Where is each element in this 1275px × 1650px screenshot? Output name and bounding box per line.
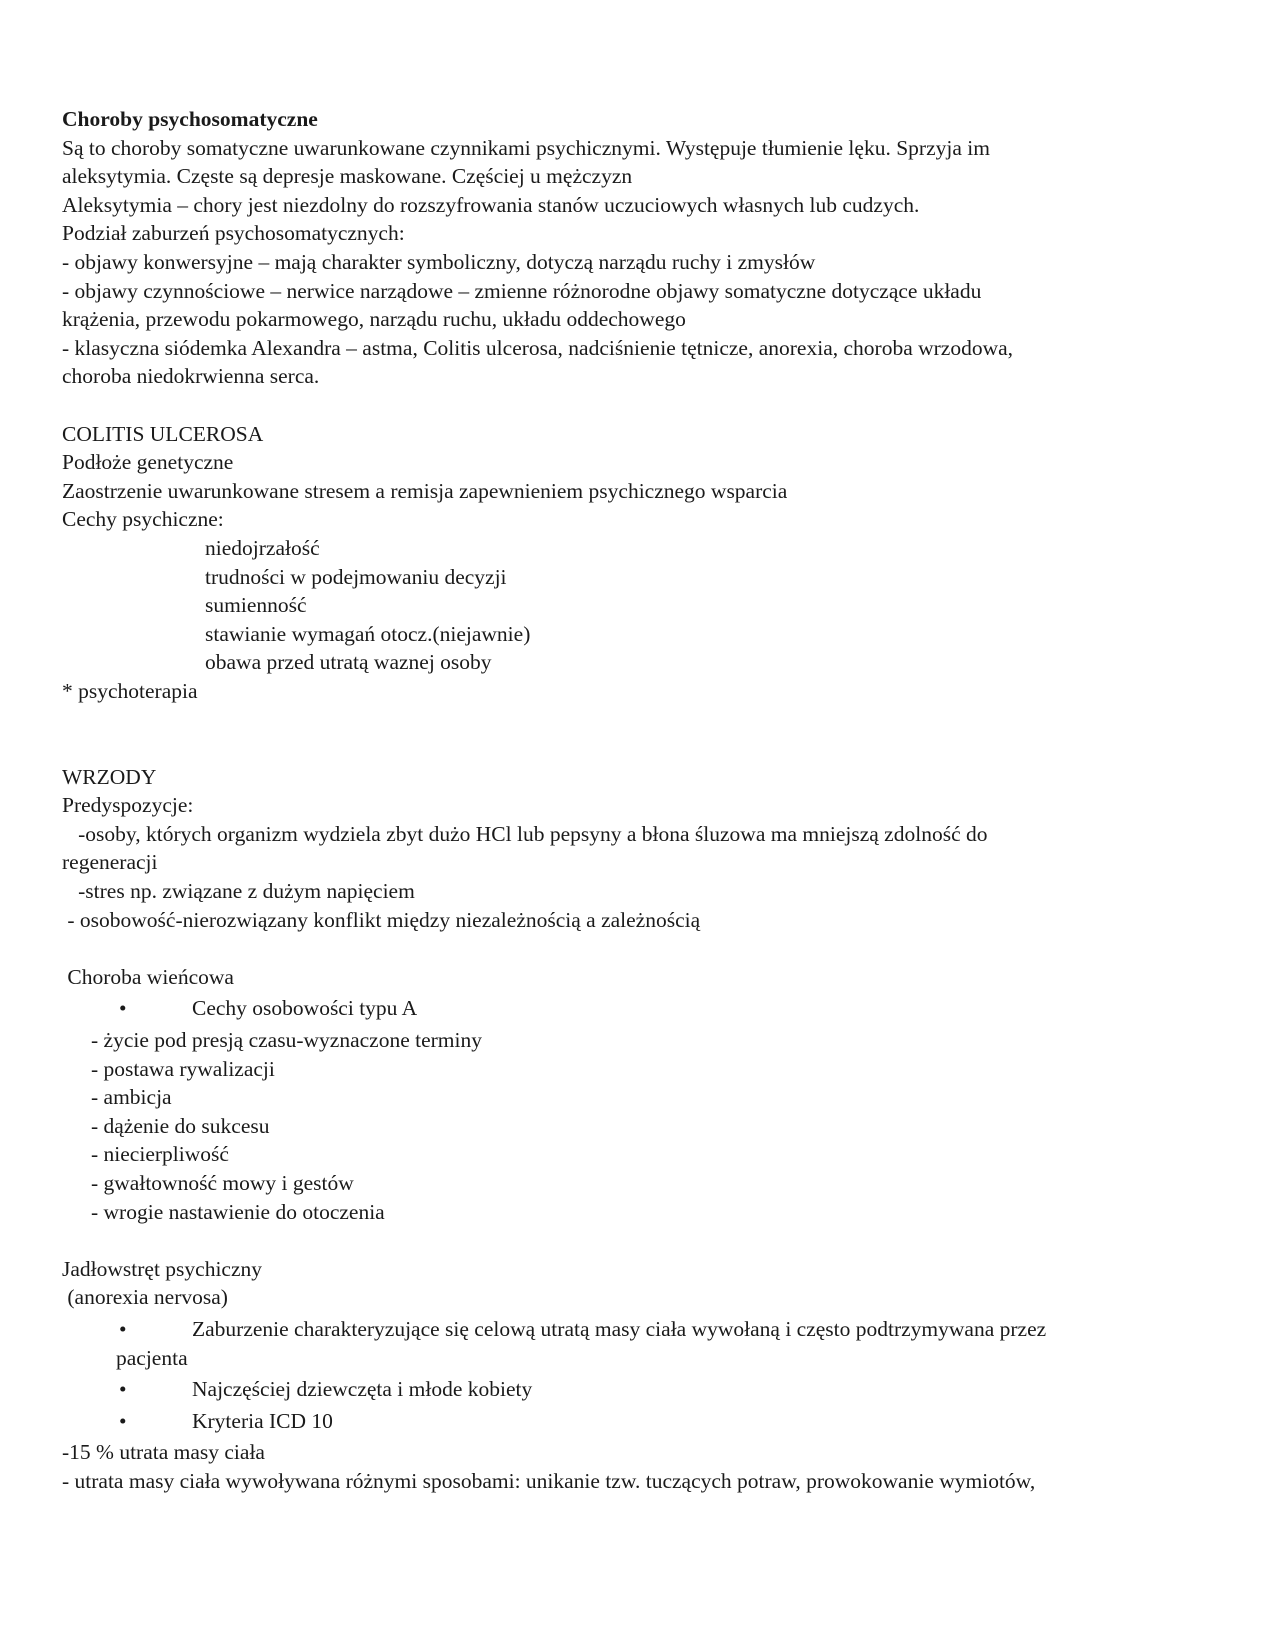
paragraph-line: - objawy konwersyjne – mają charakter symboliczny, dotyczą narządu ruchy i zmysłów [62,249,816,274]
section-heading-wrzody: WRZODY [62,764,157,789]
paragraph-line: -15 % utrata masy ciała [62,1440,265,1465]
paragraph-line: aleksytymia. Częste są depresje maskowane. Częściej u mężczyzn [62,164,633,189]
section-heading-colitis: COLITIS ULCEROSA [62,421,264,446]
trait-item: sumienność [205,593,307,618]
paragraph-line: Podłoże genetyczne [62,450,234,475]
blank-line [62,1226,1182,1255]
list-item: - niecierpliwość [91,1142,229,1167]
paragraph-line: Podział zaburzeń psychosomatycznych: [62,221,405,246]
paragraph-line: Zaostrzenie uwarunkowane stresem a remisja zapewnieniem psychicznego wsparcia [62,478,788,503]
note-line: * psychoterapia [62,678,198,703]
section-subheading: (anorexia nervosa) [62,1285,228,1310]
bullet-item [62,1315,1182,1372]
traits-label: Cechy psychiczne: [62,507,224,532]
bullet-text: Zaburzenie charakteryzujące się celową utratą masy ciała wywołaną i często podtrzymywana przez [192,1316,1047,1341]
blank-line [62,705,1182,734]
bullet-item [62,1407,1182,1436]
bullet-icon: • [119,1377,127,1402]
paragraph-line: -osoby, których organizm wydziela zbyt dużo HCl lub pepsyny a błona śluzowa ma mniejszą zdolność do [62,821,988,846]
bullet-icon: • [119,1316,127,1341]
blank-line [62,734,1182,763]
paragraph-line: Są to choroby somatyczne uwarunkowane czynnikami psychicznymi. Występuje tłumienie lęku. Sprzyja im [62,135,990,160]
paragraph-line: Predyspozycje: [62,793,194,818]
bullet-text-continued: pacjenta [116,1345,188,1370]
list-item: - ambicja [91,1085,172,1110]
bullet-icon: • [119,996,127,1021]
paragraph-line: Aleksytymia – chory jest niezdolny do rozszyfrowania stanów uczuciowych własnych lub cudzych. [62,192,920,217]
bullet-text: Kryteria ICD 10 [192,1408,333,1433]
list-item: - postawa rywalizacji [91,1056,275,1081]
paragraph-line: - utrata masy ciała wywoływana różnymi sposobami: unikanie tzw. tuczących potraw, prowokowanie wymiotów, [62,1468,1036,1493]
trait-item: obawa przed utratą waznej osoby [205,650,492,675]
paragraph-line: -stres np. związane z dużym napięciem [62,879,415,904]
paragraph-line: choroba niedokrwienna serca. [62,364,320,389]
document-title: Choroby psychosomatyczne [62,107,318,131]
paragraph-line: krążenia, przewodu pokarmowego, narządu ruchu, układu oddechowego [62,307,686,332]
trait-item: stawianie wymagań otocz.(niejawnie) [205,621,531,646]
paragraph-line: - klasyczna siódemka Alexandra – astma, Colitis ulcerosa, nadciśnienie tętnicze, anorexia, choroba wrzodowa, [62,335,1014,360]
list-item: - wrogie nastawienie do otoczenia [91,1199,385,1224]
blank-line [62,934,1182,963]
list-item: - życie pod presją czasu-wyznaczone terminy [91,1028,482,1052]
list-item: - dążenie do sukcesu [91,1113,270,1138]
trait-item: trudności w podejmowaniu decyzji [205,564,507,589]
list-item: - gwałtowność mowy i gestów [91,1170,354,1195]
paragraph-line: - osobowość-nierozwiązany konflikt między niezależnością a zależnością [62,907,701,932]
paragraph-line: - objawy czynnościowe – nerwice narządowe – zmienne różnorodne objawy somatyczne dotyczące układu [62,278,982,303]
section-heading-anorexia: Jadłowstręt psychiczny [62,1256,263,1281]
bullet-text: Cechy osobowości typu A [192,996,418,1021]
document-page [62,105,1182,1496]
trait-item: niedojrzałość [205,535,320,560]
paragraph-line: regeneracji [62,850,158,875]
bullet-item [62,994,1182,1023]
bullet-text: Najczęściej dziewczęta i młode kobiety [192,1377,533,1402]
blank-line [62,391,1182,420]
section-heading-wiencowa: Choroba wieńcowa [62,964,234,989]
bullet-item [62,1375,1182,1404]
bullet-icon: • [119,1408,127,1433]
